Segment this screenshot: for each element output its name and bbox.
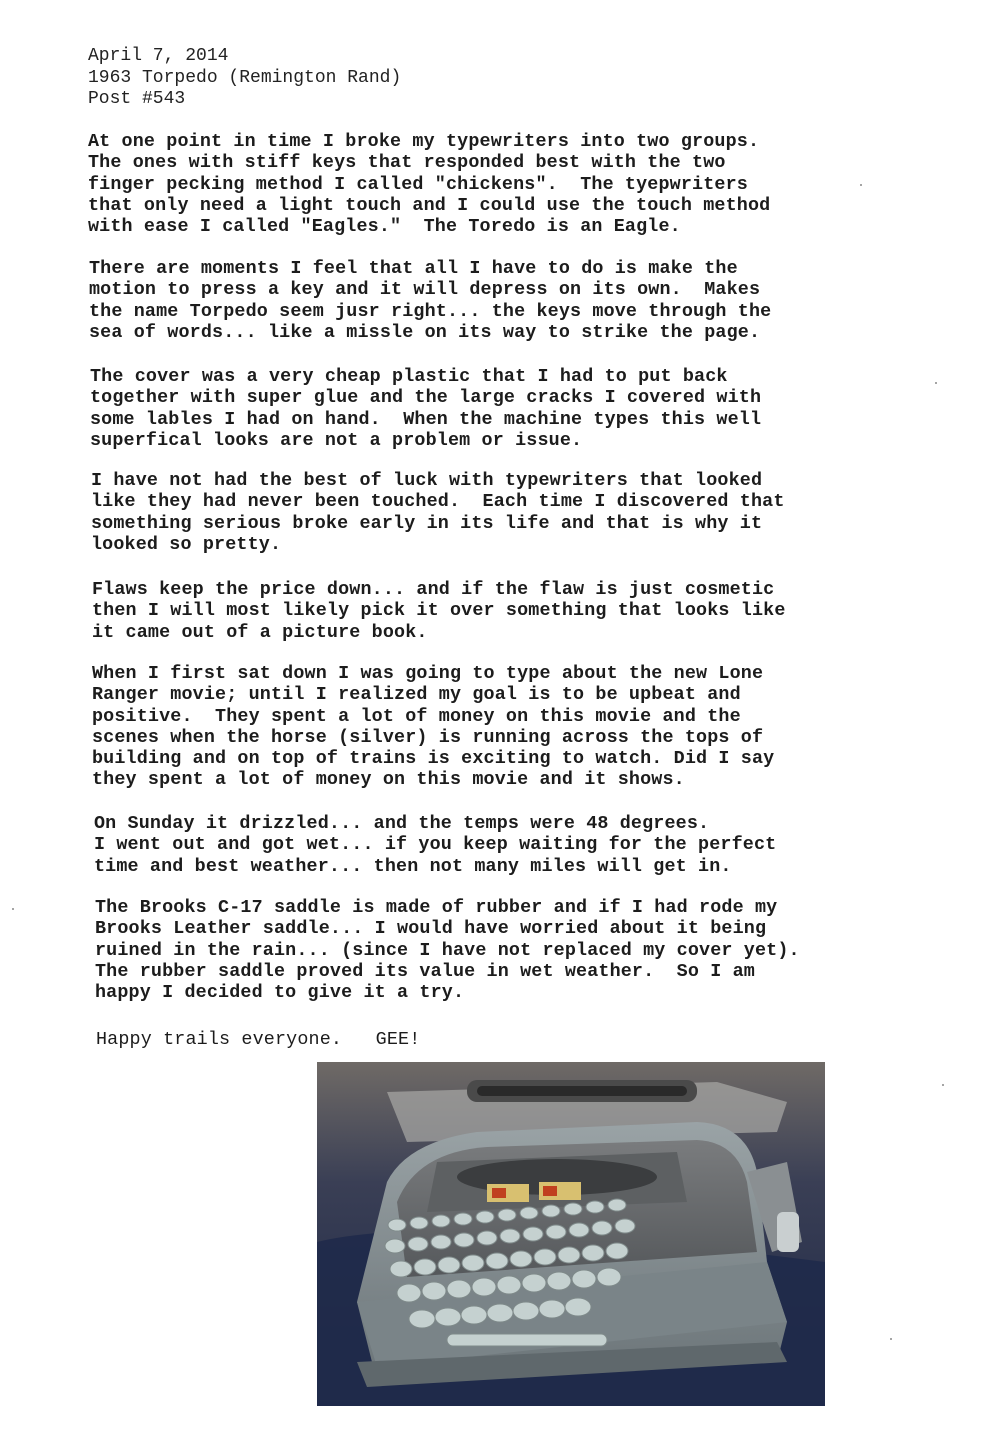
paragraph-flaws: Flaws keep the price down... and if the flaw is just cosmetic then I will most likely pick it over something that looks like it came out of a picture book. [92, 579, 786, 643]
paragraph-torpedo-name: There are moments I feel that all I have to do is make the motion to press a key and it will depress on its own. Makes the name Torpedo seem jusr right... the keys move through the sea of words... like a missle on its way to strike the page. [89, 258, 772, 343]
paper-speck [860, 184, 862, 186]
paper-speck [12, 908, 14, 910]
signoff: Happy trails everyone. GEE! [96, 1029, 421, 1050]
paragraph-cover: The cover was a very cheap plastic that I had to put back together with super glue and the large cracks I covered with some lables I had on hand. When the machine types this well superfical looks are not a problem or issue. [90, 366, 762, 451]
letter-date: April 7, 2014 [88, 46, 229, 66]
paper-speck [935, 382, 937, 384]
typewriter-illustration [317, 1062, 825, 1406]
paragraph-luck: I have not had the best of luck with typewriters that looked like they had never been touched. Each time I discovered that something serious broke early in its life and that is why it looked so pretty. [91, 470, 785, 555]
typewriter-photo [317, 1062, 825, 1406]
paragraph-sunday: On Sunday it drizzled... and the temps were 48 degrees. I went out and got wet... if you keep waiting for the perfect time and best weather... then not many miles will get in. [94, 813, 777, 877]
paragraph-typewriter-groups: At one point in time I broke my typewriters into two groups. The ones with stiff keys that responded best with the two finger pecking method I called "chickens". The tyepwriters that only need a light touch and I could use the touch method with ease I called "Eagles." The Toredo is an Eagle. [88, 131, 771, 238]
post-number: Post #543 [88, 89, 186, 109]
paragraph-lone-ranger: When I first sat down I was going to type about the new Lone Ranger movie; until I realized my goal is to be upbeat and positive. They spent a lot of money on this movie and the scenes when the horse (silver) is running across the tops of building and on top of trains is exciting to watch. Did I say they spent a lot of money on this movie and it shows. [92, 663, 775, 791]
paragraph-brooks-saddle: The Brooks C-17 saddle is made of rubber and if I had rode my Brooks Leather saddle... I would have worried about it being ruined in the rain... (since I have not replaced my cover yet). The rubber saddle proved its value in wet weather. So I am happy I decided to give it a try. [95, 897, 800, 1004]
letter-header [88, 46, 401, 111]
paper-speck [890, 1338, 892, 1340]
letter-subject: 1963 Torpedo (Remington Rand) [88, 67, 402, 88]
paper-speck [942, 1084, 944, 1086]
